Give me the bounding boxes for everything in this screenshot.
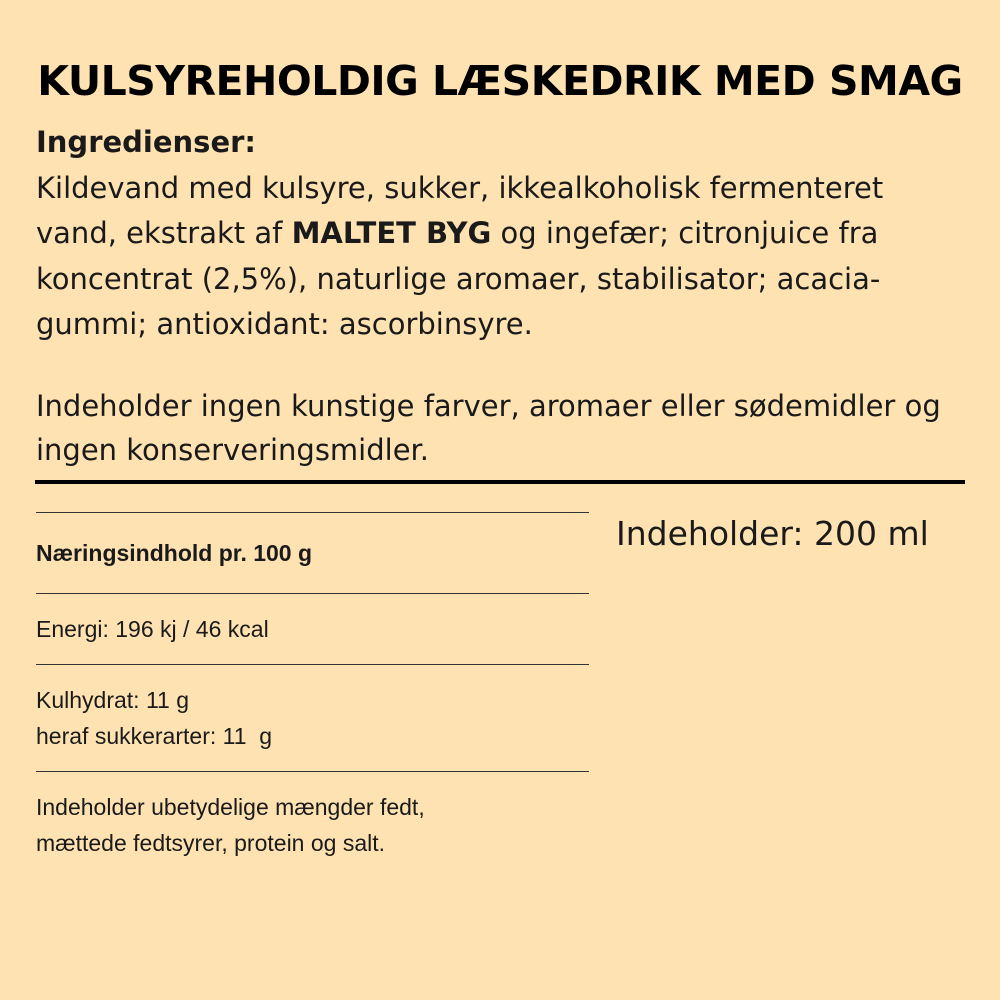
energy-value: Energi: 196 kj / 46 kcal <box>36 616 269 642</box>
product-title: KULSYREHOLDIG LÆSKEDRIK MED SMAG <box>37 57 963 105</box>
nutrition-heading <box>36 513 589 593</box>
nutrition-table <box>36 512 589 878</box>
carbohydrate-value: Kulhydrat: 11 g <box>36 687 190 713</box>
ingredients-text-part1: Kildevand med kulsyre, sukker, ikkealkoholisk fermenteret vand, ekstrakt af <box>36 170 884 250</box>
nutrition-heading-text: Næringsindhold pr. 100 g <box>36 540 313 566</box>
nutrition-row-carbohydrate <box>36 665 589 771</box>
ingredients-section <box>36 120 966 348</box>
negligible-line-2: mættede fedtsyrer, protein og salt. <box>36 830 386 856</box>
net-contents: Indeholder: 200 ml <box>616 514 929 553</box>
additives-notice: Indeholder ingen kunstige farver, aromaer eller sødemidler og ingen konserveringsmidler. <box>36 389 941 467</box>
section-divider <box>35 480 965 484</box>
sugars-value: heraf sukkerarter: 11 g <box>36 723 273 749</box>
negligible-line-1: Indeholder ubetydelige mængder fedt, <box>36 794 425 820</box>
nutrition-row-negligible <box>36 772 589 878</box>
nutrition-row-energy <box>36 594 589 664</box>
ingredients-text-part2: og ingefær; citronjuice fra koncentrat (2,5%), naturlige aromaer, stabilisator; acacia-gummi; antioxidant: ascorbinsyre. <box>36 216 881 341</box>
ingredients-heading: Ingredienser: <box>36 125 257 159</box>
allergen-highlight: MALTET BYG <box>291 216 492 250</box>
ingredients-list <box>36 166 966 348</box>
